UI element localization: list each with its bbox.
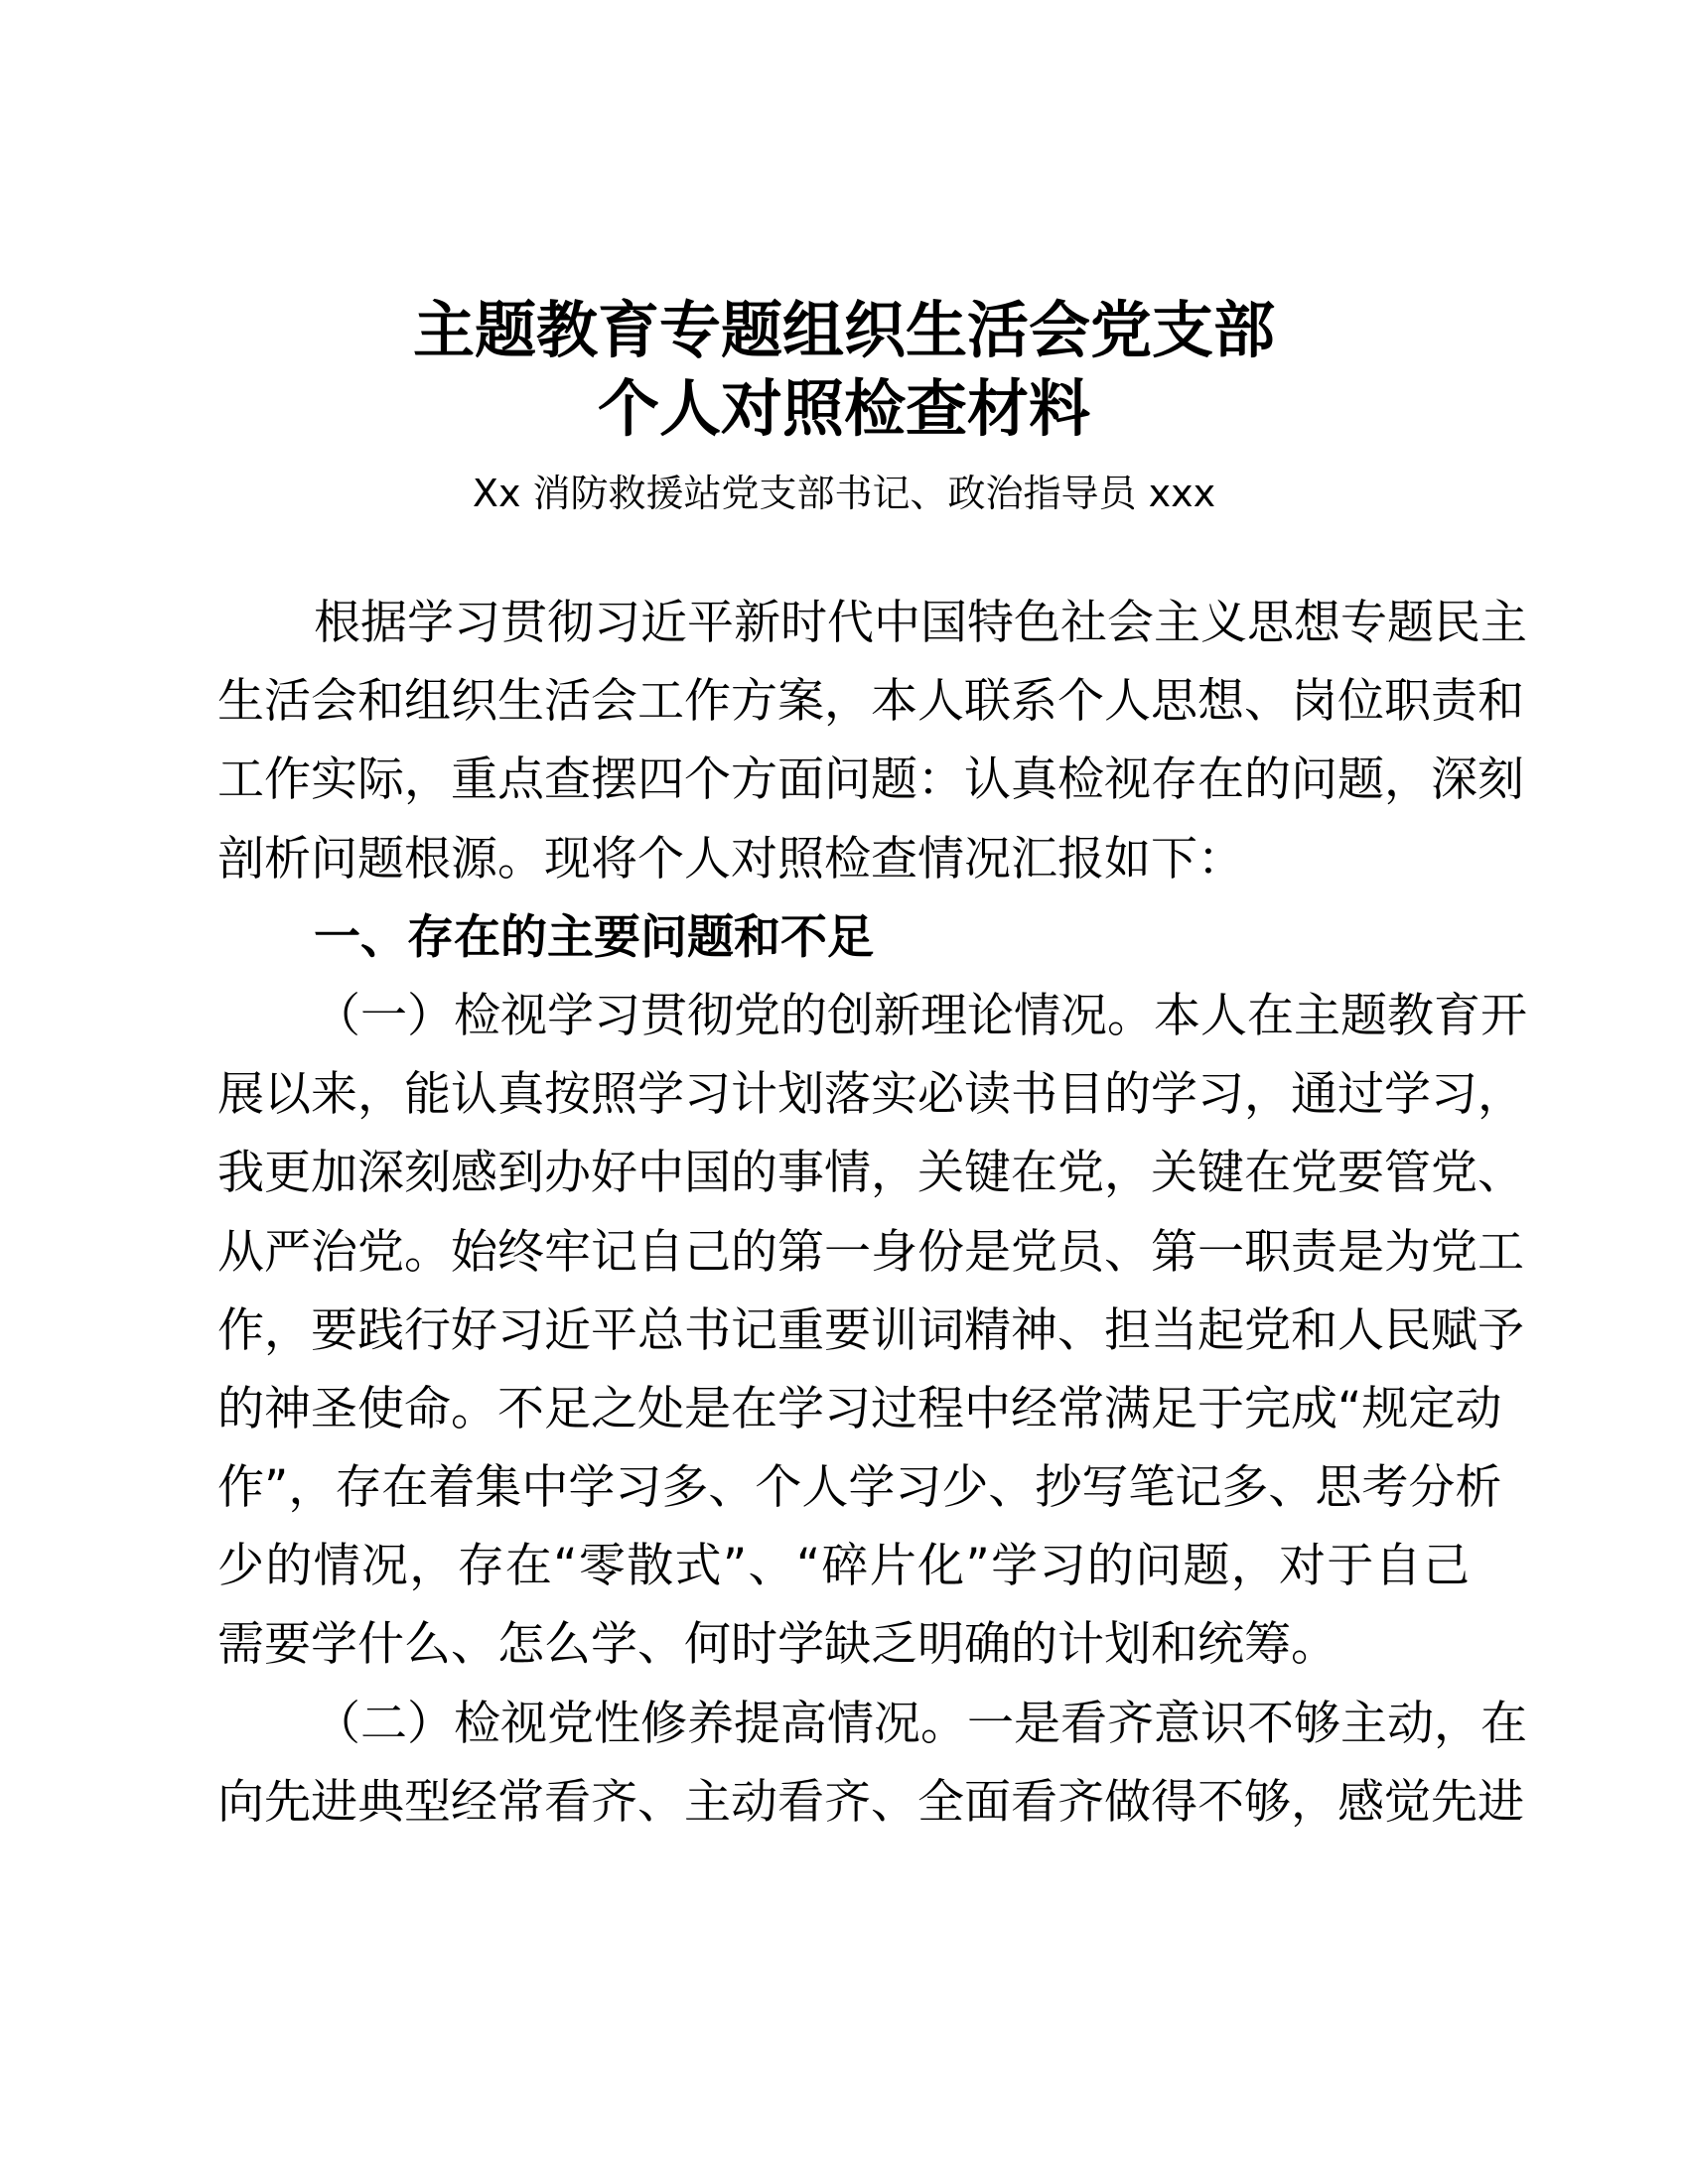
paragraph-line: 工作实际，重点查摆四个方面问题：认真检视存在的问题，深刻 [217,752,1524,808]
paragraph-line: 展以来，能认真按照学习计划落实必读书目的学习，通过学习， [217,1067,1524,1123]
paragraph-line: 生活会和组织生活会工作方案，本人联系个人思想、岗位职责和 [217,674,1524,730]
paragraph-line: （二）检视党性修养提高情况。一是看齐意识不够主动，在 [314,1696,1527,1751]
paragraph-line: 作，要践行好习近平总书记重要训词精神、担当起党和人民赋予 [217,1302,1524,1358]
document-title-line-1: 主题教育专题组织生活会党支部 [412,294,1275,366]
paragraph-line: 我更加深刻感到办好中国的事情，关键在党，关键在党要管党、 [217,1146,1524,1201]
section-heading: 一、存在的主要问题和不足 [314,909,874,965]
paragraph-line: 向先进典型经常看齐、主动看齐、全面看齐做得不够，感觉先进 [217,1774,1524,1830]
paragraph-line: （一）检视学习贯彻党的创新理论情况。本人在主题教育开 [314,988,1527,1043]
paragraph-line: 的神圣使命。不足之处是在学习过程中经常满足于完成“规定动 [217,1381,1502,1436]
paragraph-line: 少的情况，存在“零散式”、“碎片化”学习的问题，对于自己 [217,1539,1470,1594]
paragraph-line: 剖析问题根源。现将个人对照检查情况汇报如下： [217,831,1244,887]
document-title-line-2: 个人对照检查材料 [597,372,1090,445]
paragraph-line: 作”，存在着集中学习多、个人学习少、抄写笔记多、思考分析 [217,1460,1502,1516]
paragraph-line: 根据学习贯彻习近平新时代中国特色社会主义思想专题民主 [314,596,1527,650]
author-line: Xx 消防救援站党支部书记、政治指导员 xxx [472,472,1216,515]
paragraph-line: 需要学什么、怎么学、何时学缺乏明确的计划和统筹。 [217,1617,1337,1673]
document-body [217,584,1527,1842]
paragraph-line: 从严治党。始终牢记自己的第一身份是党员、第一职责是为党工 [217,1224,1524,1280]
